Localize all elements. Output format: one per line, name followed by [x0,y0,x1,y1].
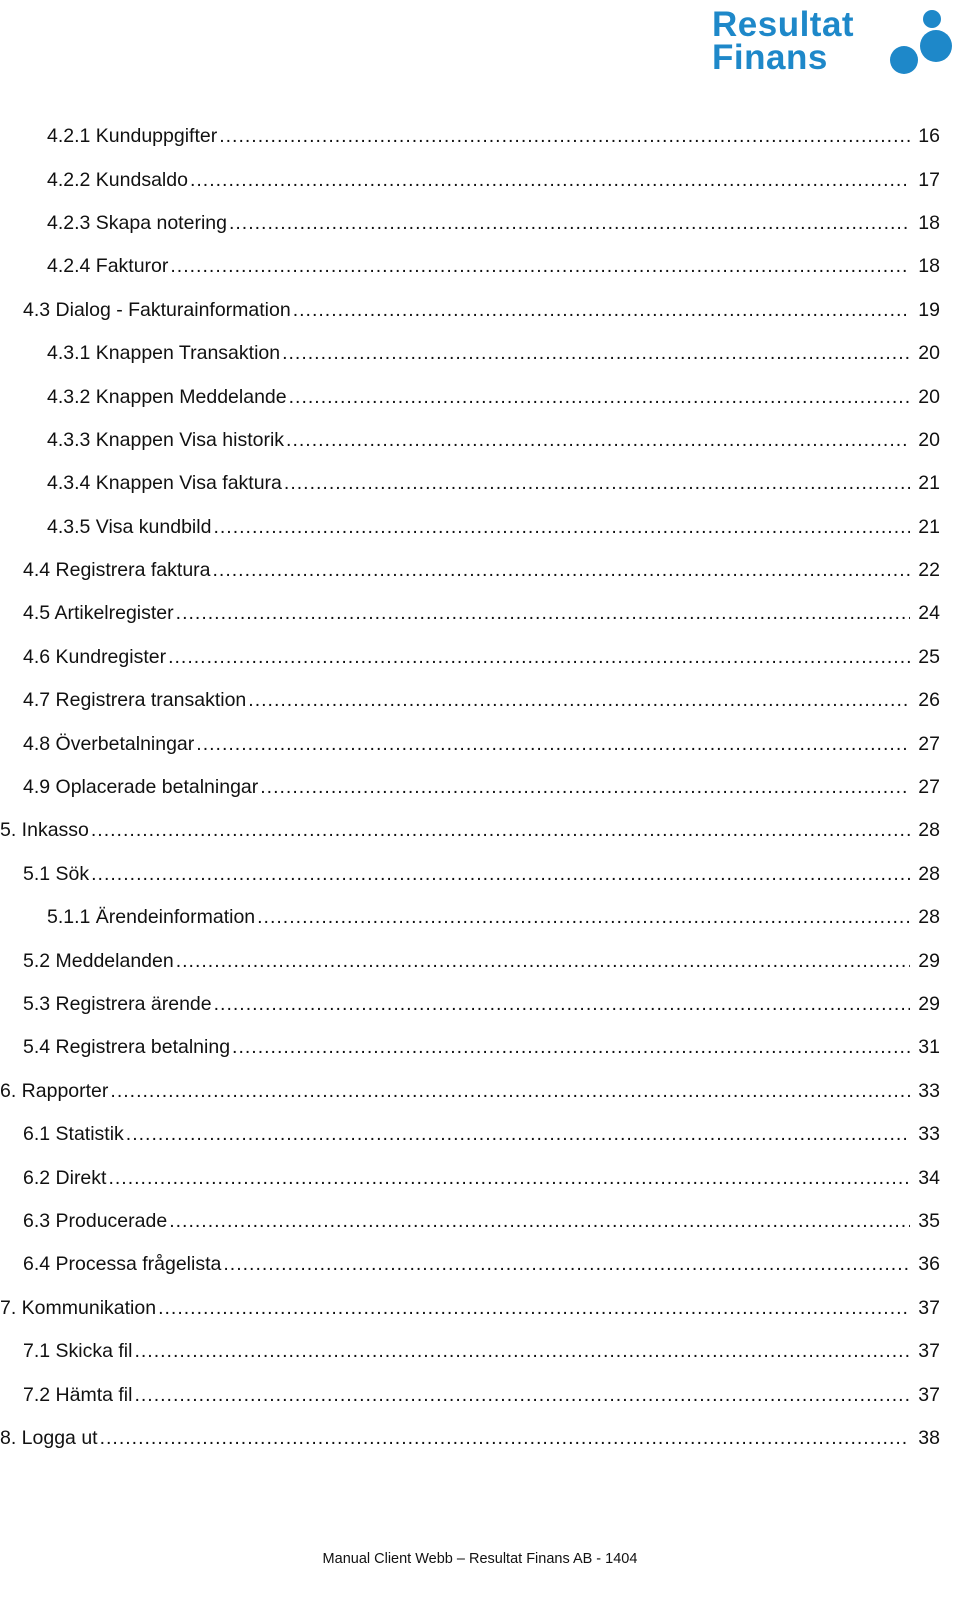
footer-text: Manual Client Webb – Resultat Finans AB - 1404 [322,1551,638,1567]
toc-entry-label: 4.3.3 Knappen Visa historik [47,428,285,451]
toc-entry-label: 6. Rapporter [0,1079,109,1102]
toc-entry[interactable] [0,636,960,679]
toc-entry[interactable] [0,1287,960,1330]
toc-entry-page-number: 29 [918,949,940,972]
toc-entry-page-number: 37 [918,1296,940,1319]
toc-dot-leader [286,429,910,452]
logo-wordmark [712,5,855,77]
toc-entry-page-number: 29 [918,993,940,1015]
toc-entry-page-number: 25 [918,645,940,668]
toc-entry-label: 5.2 Meddelanden [23,949,174,972]
toc-dot-leader [91,819,910,842]
toc-entry-label: 7.2 Hämta fil [23,1383,133,1406]
logo-line-2: Finans [712,38,828,77]
toc-entry[interactable] [0,549,960,592]
toc-dot-leader [257,906,910,929]
toc-entry-page-number: 33 [918,1123,940,1146]
toc-dot-leader [110,1080,910,1103]
toc-entry-page-number: 37 [918,1383,940,1406]
toc-dot-leader [169,1210,910,1233]
toc-dot-leader [282,342,910,365]
toc-entry-label: 4.8 Överbetalningar [23,732,195,755]
toc-entry[interactable] [0,1026,960,1069]
toc-dot-leader [134,1340,910,1363]
toc-entry-page-number: 18 [918,255,940,278]
toc-entry[interactable] [0,115,960,158]
toc-entry-label: 5.3 Registrera ärende [23,993,212,1015]
toc-dot-leader [223,1253,910,1276]
toc-dot-leader [284,472,910,495]
toc-entry-page-number: 18 [918,211,940,234]
toc-dot-leader [108,1167,910,1190]
toc-entry-page-number: 20 [918,385,940,408]
toc-entry[interactable] [0,939,960,982]
toc-entry-label: 4.2.2 Kundsaldo [47,168,188,191]
toc-dot-leader [190,169,910,192]
toc-entry[interactable] [0,332,960,375]
toc-entry[interactable] [0,592,960,635]
toc-dot-leader [232,1036,910,1059]
toc-entry[interactable] [0,1156,960,1199]
toc-dot-leader [289,386,910,409]
toc-entry-label: 4.9 Oplacerade betalningar [23,776,259,799]
toc-entry[interactable] [0,766,960,809]
toc-dot-leader [100,1427,910,1450]
toc-dot-leader [293,299,910,322]
toc-entry[interactable] [0,1070,960,1113]
toc-entry[interactable] [0,375,960,418]
toc-entry-label: 4.3 Dialog - Fakturainformation [23,298,291,321]
toc-entry[interactable] [0,462,960,505]
toc-dot-leader [213,516,910,539]
toc-entry-page-number: 28 [918,906,940,929]
toc-entry-page-number: 20 [918,342,940,365]
toc-entry[interactable] [0,1113,960,1156]
toc-dot-leader [248,689,910,712]
toc-entry-label: 4.5 Artikelregister [23,602,174,625]
toc-entry-label: 7. Kommunikation [0,1296,157,1319]
toc-entry-page-number: 26 [918,689,940,712]
toc-entry-label: 4.7 Registrera transaktion [23,689,247,712]
toc-entry-page-number: 22 [918,559,940,582]
toc-entry[interactable] [0,809,960,852]
toc-entry[interactable] [0,853,960,896]
toc-entry-label: 4.2.3 Skapa notering [47,211,227,234]
toc-dot-leader [176,602,910,625]
toc-entry-label: 4.3.2 Knappen Meddelande [47,385,287,408]
toc-entry[interactable] [0,202,960,245]
toc-entry-page-number: 19 [918,298,940,321]
toc-entry-page-number: 17 [918,168,940,191]
toc-entry[interactable] [0,506,960,549]
toc-entry[interactable] [0,245,960,288]
toc-entry-label: 4.6 Kundregister [23,645,167,668]
toc-dot-leader [170,255,910,278]
toc-entry[interactable] [0,983,960,1026]
toc-dot-leader [176,950,910,973]
logo-dots-icon [878,8,952,76]
toc-entry[interactable] [0,1243,960,1286]
logo-line-1: Resultat [712,5,855,44]
toc-entry-page-number: 34 [918,1166,940,1189]
toc-entry-page-number: 35 [918,1209,940,1232]
toc-entry-label: 6.3 Producerade [23,1209,168,1232]
toc-dot-leader [91,863,910,886]
toc-entry[interactable] [0,1330,960,1373]
toc-dot-leader [213,559,910,582]
toc-dot-leader [126,1123,910,1146]
toc-entry-label: 7.1 Skicka fil [23,1340,133,1363]
toc-dot-leader [134,1384,910,1407]
toc-entry-label: 5.4 Registrera betalning [23,1036,231,1059]
toc-entry-label: 4.3.4 Knappen Visa faktura [47,472,282,495]
toc-entry-page-number: 21 [918,472,940,495]
toc-entry[interactable] [0,896,960,939]
toc-entry[interactable] [0,1417,960,1460]
toc-entry[interactable] [0,1200,960,1243]
page-footer [0,1551,960,1567]
toc-entry-label: 4.3.5 Visa kundbild [47,515,212,538]
resultat-finans-logo [712,5,952,77]
toc-entry-label: 4.3.1 Knappen Transaktion [47,342,281,365]
toc-entry-label: 8. Logga ut [0,1426,98,1449]
table-of-contents [0,115,960,1460]
toc-entry-label: 5.1 Sök [23,862,90,885]
toc-entry-label: 6.2 Direkt [23,1166,107,1189]
toc-dot-leader [219,125,910,148]
toc-entry-page-number: 33 [918,1079,940,1102]
toc-entry-page-number: 31 [918,1036,940,1059]
toc-entry-page-number: 28 [918,862,940,885]
toc-entry-page-number: 20 [918,428,940,451]
toc-dot-leader [196,733,910,756]
toc-entry-page-number: 16 [918,125,940,148]
toc-dot-leader [229,212,910,235]
toc-entry-page-number: 37 [918,1340,940,1363]
toc-entry-label: 4.2.4 Fakturor [47,255,169,278]
toc-entry-page-number: 28 [918,819,940,842]
toc-entry-page-number: 27 [918,732,940,755]
toc-entry-page-number: 38 [918,1426,940,1449]
toc-entry-page-number: 27 [918,776,940,799]
toc-entry-page-number: 21 [918,515,940,538]
toc-dot-leader [214,993,910,1016]
toc-entry[interactable] [0,679,960,722]
toc-dot-leader [158,1297,910,1320]
toc-entry-page-number: 36 [918,1253,940,1276]
toc-dot-leader [260,776,910,799]
toc-dot-leader [168,646,910,669]
toc-entry-label: 4.2.1 Kunduppgifter [47,125,218,148]
toc-entry-label: 6.4 Processa frågelista [23,1253,222,1276]
toc-entry-label: 4.4 Registrera faktura [23,559,211,582]
toc-entry-label: 5. Inkasso [0,819,89,842]
toc-entry[interactable] [0,1373,960,1416]
toc-entry[interactable] [0,419,960,462]
toc-entry[interactable] [0,158,960,201]
toc-entry[interactable] [0,289,960,332]
toc-entry[interactable] [0,722,960,765]
toc-entry-page-number: 24 [918,602,940,625]
toc-entry-label: 5.1.1 Ärendeinformation [47,906,256,929]
toc-entry-label: 6.1 Statistik [23,1123,124,1146]
